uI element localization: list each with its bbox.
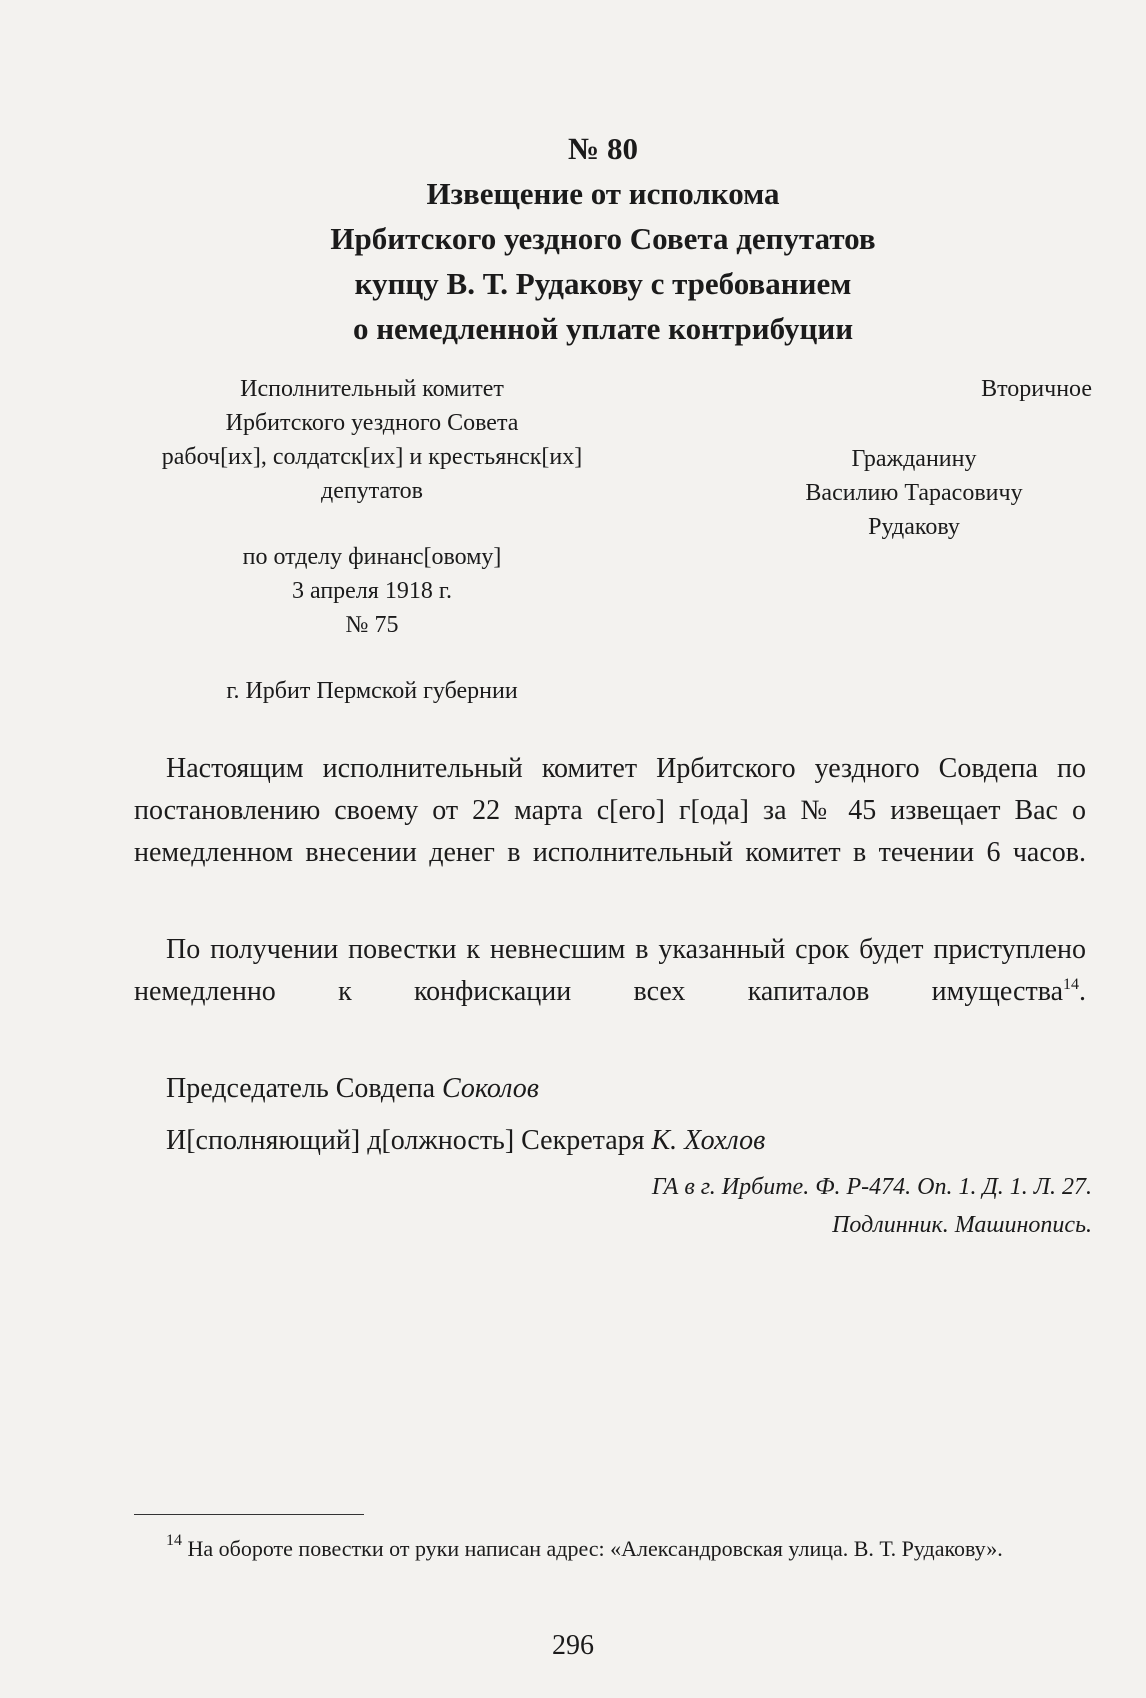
recipient-line: Рудакову — [868, 514, 960, 540]
footnote-reference: 14 — [1063, 976, 1079, 993]
place: г. Ирбит Пермской губернии — [226, 678, 518, 704]
signature-label: И[сполняющий] д[олжность] Секретаря — [166, 1125, 645, 1156]
signature-line — [134, 1068, 1086, 1110]
recipient-line: Василию Тарасовичу — [805, 480, 1023, 506]
body-paragraph — [134, 929, 1086, 1055]
department: по отделу финанс[овому] — [242, 544, 502, 570]
footnote — [134, 1532, 1086, 1566]
sender-block — [112, 372, 632, 708]
sender-line: депутатов — [320, 478, 424, 504]
title-line: купцу В. Т. Рудакову с требованием — [354, 266, 852, 301]
signature-line — [134, 1120, 1086, 1162]
title-line: Ирбитского уездного Совета депутатов — [330, 221, 876, 256]
paragraph-end: . — [1079, 976, 1086, 1007]
footnote-number: 14 — [166, 1532, 182, 1549]
outgoing-number: № 75 — [345, 612, 399, 638]
body-paragraph: Настоящим исполнительный комитет Ирбитского уездного Совдепа по постановлению своему от 22 марта с[его] г[ода] за № 45 извещает Вас о немедленном внесении денег в исполнительный комитет в течении 6 часов. — [134, 753, 1086, 868]
source-line: ГА в г. Ирбите. Ф. Р-474. Оп. 1. Д. 1. Л. 27. — [651, 1174, 1092, 1200]
document-heading — [120, 126, 1086, 351]
signature-name: Соколов — [442, 1073, 539, 1104]
sender-line: рабоч[их], солдатск[их] и крестьянск[их] — [161, 444, 583, 470]
signature-name: К. Хохлов — [651, 1125, 766, 1156]
footnote-divider — [134, 1514, 364, 1515]
title-line: о немедленной уплате контрибуции — [352, 311, 854, 346]
sender-line: Ирбитского уездного Совета — [225, 410, 519, 436]
document-number: № 80 — [568, 131, 638, 166]
document-date: 3 апреля 1918 г. — [292, 578, 452, 604]
footnote-text: На обороте повестки от руки написан адрес: «Александровская улица. В. Т. Рудакову». — [187, 1536, 1003, 1561]
paragraph-text: По получении повестки к невнесшим в указанный срок будет приступлено немедленно к конфискации всех капиталов имущества — [134, 934, 1086, 1007]
signature-label: Председатель Совдепа — [166, 1073, 435, 1104]
document-body — [134, 748, 1086, 1162]
recipient-block — [724, 442, 1104, 544]
title-line: Извещение от исполкома — [426, 176, 780, 211]
sender-line: Исполнительный комитет — [240, 376, 504, 402]
page-number: 296 — [552, 1630, 594, 1661]
archival-source — [652, 1168, 1092, 1244]
notice-status: Вторичное — [981, 376, 1092, 402]
source-line: Подлинник. Машинопись. — [832, 1212, 1092, 1238]
recipient-line: Гражданину — [851, 446, 977, 472]
